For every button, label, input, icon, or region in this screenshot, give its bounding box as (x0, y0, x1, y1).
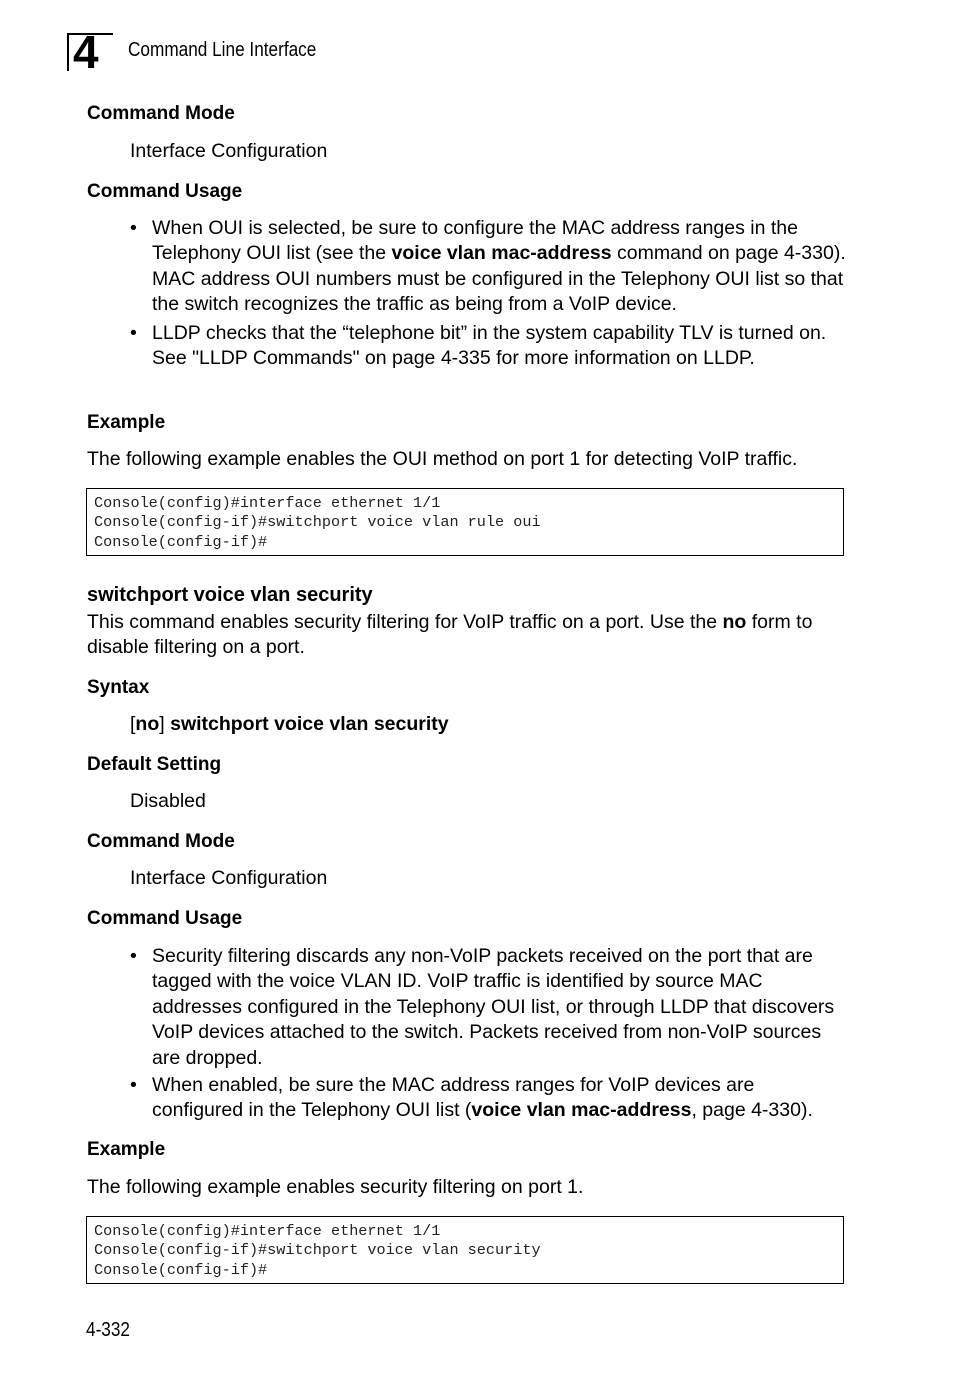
no-keyword: no (722, 611, 747, 633)
example-text: The following example enables security filtering on port 1. (87, 1176, 584, 1198)
command-mode-heading: Command Mode (87, 103, 235, 124)
command-usage-list (130, 216, 850, 371)
syntax-bracket: [ (130, 713, 136, 735)
usage-bullet-text: command on page 4-330). MAC address OUI numbers must be configured in the Telephony OUI list so that the switch recognizes the traffic as being from a VoIP device. (152, 242, 846, 316)
command-usage-heading: Command Usage (87, 908, 243, 929)
usage-bullet (130, 944, 850, 1071)
command-description (87, 610, 857, 661)
syntax-no-keyword: no (135, 713, 160, 735)
syntax-bracket: ] (159, 713, 171, 735)
chapter-number: 4 (73, 26, 98, 78)
usage-bullet-text: LLDP checks that the “telephone bit” in the system capability TLV is turned on. See "LLDP Commands" on page 4-335 for more information on LLDP. (152, 321, 827, 370)
code-line: Console(config-if)#switchport voice vlan security (94, 1241, 541, 1260)
command-usage-heading: Command Usage (87, 181, 243, 202)
page-number: 4-332 (86, 1319, 130, 1341)
usage-bullet (130, 216, 850, 318)
code-line: Console(config)#interface ethernet 1/1 (94, 494, 441, 512)
command-usage-list (130, 944, 850, 1124)
usage-bullet (130, 1073, 850, 1124)
usage-bullet-text: When enabled, be sure the MAC address ranges for VoIP devices are configured in the Telephony OUI list ( (152, 1074, 755, 1122)
code-example (86, 488, 844, 556)
command-reference: voice vlan mac-address (471, 1099, 692, 1122)
usage-bullet-text: , page 4-330). (691, 1099, 813, 1122)
running-header-title: Command Line Interface (128, 39, 317, 61)
description-text: form to disable filtering on a port. (87, 611, 813, 659)
default-setting-value: Disabled (130, 790, 206, 812)
code-line: Console(config-if)#switchport voice vlan rule oui (94, 513, 541, 532)
code-line: Console(config-if)# (94, 532, 268, 551)
example-heading: Example (87, 412, 166, 433)
default-setting-heading: Default Setting (87, 754, 222, 775)
syntax-heading: Syntax (87, 677, 150, 698)
code-line: Console(config-if)# (94, 1260, 268, 1279)
command-mode-heading: Command Mode (87, 831, 235, 852)
chapter-marker (67, 26, 113, 78)
syntax-line (130, 712, 449, 737)
command-mode-value: Interface Configuration (130, 140, 328, 162)
code-example (86, 1216, 844, 1284)
description-text: This command enables security filtering for VoIP traffic on a port. Use the (87, 611, 723, 633)
usage-bullet-text: When OUI is selected, be sure to configure the MAC address ranges in the Telephony OUI list (see the (152, 217, 798, 265)
command-mode-value: Interface Configuration (130, 867, 328, 889)
example-heading: Example (87, 1139, 166, 1160)
code-line: Console(config)#interface ethernet 1/1 (94, 1222, 441, 1240)
usage-bullet (130, 321, 850, 372)
command-reference: voice vlan mac-address (391, 242, 612, 265)
usage-bullet-text: Security filtering discards any non-VoIP packets received on the port that are tagged with the voice VLAN ID. VoIP traffic is identified by source MAC addresses configured in the Telephony OUI list, or through LLDP that discovers VoIP devices attached to the switch. Packets received from non-VoIP sources are dropped. (152, 945, 835, 1069)
example-text: The following example enables the OUI method on port 1 for detecting VoIP traffic. (87, 448, 798, 470)
command-title: switchport voice vlan security (87, 584, 373, 606)
syntax-command: switchport voice vlan security (170, 713, 449, 735)
